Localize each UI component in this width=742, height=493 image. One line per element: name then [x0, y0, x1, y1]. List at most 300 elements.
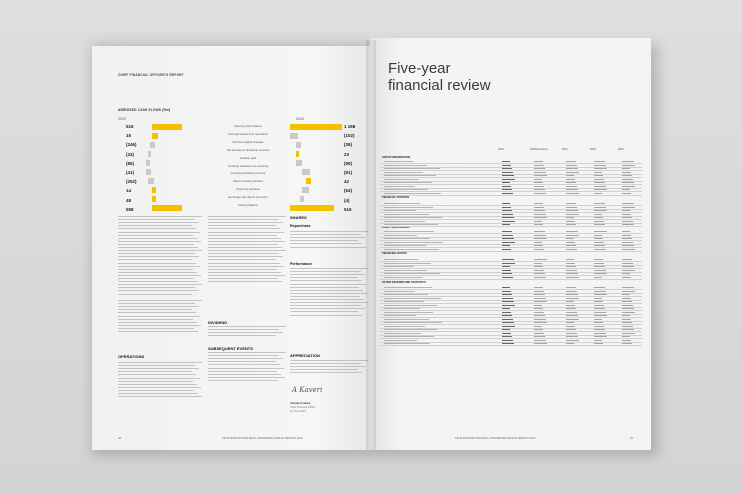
row-text [384, 210, 416, 211]
row-value [622, 308, 634, 309]
row-text [384, 319, 429, 320]
book-spine [366, 40, 376, 450]
row-value [502, 298, 513, 299]
row-value [566, 305, 575, 306]
waterfall-bar [290, 205, 334, 211]
text-line [290, 287, 359, 288]
row-value [594, 294, 607, 295]
row-value [594, 221, 604, 222]
row-value [622, 165, 635, 166]
row-value [622, 210, 630, 211]
row-value [594, 224, 605, 225]
row-value [502, 242, 515, 243]
text-line [290, 231, 368, 232]
row-text [384, 273, 440, 274]
row-label: Cash generated from operations [227, 131, 269, 136]
text-line [290, 290, 363, 291]
waterfall-bar [296, 160, 302, 166]
text-line [118, 316, 200, 317]
text-line [208, 364, 280, 365]
text-line [290, 274, 365, 275]
row-value [566, 182, 576, 183]
text-line [290, 234, 361, 235]
row-value [566, 263, 575, 264]
row-value [622, 231, 630, 232]
row-value [622, 207, 635, 208]
row-value [502, 315, 512, 316]
text-line [290, 311, 358, 312]
year-right: 2018 [296, 117, 304, 121]
left-value: 558 [126, 206, 134, 212]
left-page-number: 48 [118, 437, 121, 440]
row-value [594, 179, 604, 180]
text-line [118, 287, 195, 288]
text-line [290, 366, 365, 367]
section-appreciation: APPRECIATION [290, 353, 320, 358]
row-value [566, 301, 574, 302]
text-line [208, 380, 278, 381]
text-line [208, 272, 281, 273]
text-line [118, 328, 194, 329]
text-line [118, 222, 199, 223]
row-value [502, 186, 511, 187]
row-text [384, 305, 437, 306]
row-value [534, 210, 545, 211]
text-line [208, 250, 286, 251]
waterfall-bar [148, 178, 154, 184]
row-text [384, 175, 436, 176]
row-value [534, 319, 546, 320]
waterfall-bar [290, 133, 298, 139]
row-value [566, 340, 579, 341]
row-value [566, 224, 576, 225]
row-text [384, 259, 418, 260]
row-value [622, 273, 630, 274]
text-line [208, 275, 285, 276]
text-line [290, 277, 358, 278]
row-value [566, 165, 577, 166]
row-value [594, 245, 605, 246]
right-page-number: 49 [630, 437, 633, 440]
row-text [384, 312, 433, 313]
row-value [502, 294, 512, 295]
row-value [502, 210, 512, 211]
section-operations: OPERATIONS [118, 354, 145, 359]
row-value [534, 298, 546, 299]
row-value [622, 224, 634, 225]
row-value [622, 315, 630, 316]
row-value [534, 249, 544, 250]
row-value [622, 217, 632, 218]
row-value [566, 298, 579, 299]
left-value: 48 [126, 197, 132, 203]
row-value [566, 235, 579, 236]
text-line [290, 247, 366, 248]
row-value [502, 189, 512, 190]
row-value [566, 207, 577, 208]
row-value [566, 291, 577, 292]
row-value [566, 315, 578, 316]
text-line [118, 259, 192, 260]
text-line [208, 222, 283, 223]
row-text [384, 287, 432, 288]
text-line [118, 396, 202, 397]
row-value [566, 193, 579, 194]
row-text [384, 333, 421, 334]
row-value [594, 203, 605, 204]
row-value [534, 333, 544, 334]
row-value [566, 168, 578, 169]
text-line [118, 374, 196, 375]
waterfall-bar [302, 187, 309, 193]
row-text [384, 249, 439, 250]
row-value [566, 294, 578, 295]
row-value [566, 189, 578, 190]
text-line [208, 247, 282, 248]
row-value [502, 270, 511, 271]
row-value [534, 259, 547, 260]
waterfall-bar [302, 169, 310, 175]
row-value [534, 207, 544, 208]
text-line [118, 378, 200, 379]
row-value [594, 186, 606, 187]
text-line [118, 266, 200, 267]
row-value [566, 179, 575, 180]
row-value [534, 336, 545, 337]
row-text [384, 217, 442, 218]
row-value [534, 329, 543, 330]
row-value [594, 263, 604, 264]
text-line [208, 281, 282, 282]
table-column-header: 2019 [498, 148, 504, 151]
row-value [502, 326, 515, 327]
row-value [566, 312, 577, 313]
row-value [622, 294, 630, 295]
row-value [502, 224, 510, 225]
row-value [594, 270, 606, 271]
row-value [594, 193, 602, 194]
row-value [594, 329, 605, 330]
row-label: Net increase in dividends received [226, 147, 270, 152]
row-value [566, 242, 575, 243]
row-value [534, 242, 542, 243]
text-line [208, 371, 277, 372]
row-value [622, 221, 633, 222]
row-value [622, 343, 632, 344]
row-value [594, 273, 607, 274]
right-value: (64) [344, 188, 353, 194]
row-value [534, 343, 547, 344]
row-value [534, 161, 543, 162]
row-label: Financing activities [236, 187, 260, 192]
waterfall-bar [152, 205, 182, 211]
row-value [502, 235, 513, 236]
row-value [566, 277, 579, 278]
text-line [290, 372, 362, 373]
row-value [622, 193, 631, 194]
row-value [622, 186, 635, 187]
right-value: 23 [344, 151, 350, 157]
row-value [534, 224, 543, 225]
text-line [118, 294, 192, 295]
row-value [594, 172, 602, 173]
text-line [290, 299, 364, 300]
text-line [208, 269, 277, 270]
row-value [566, 336, 578, 337]
text-line [290, 302, 368, 303]
row-value [594, 305, 604, 306]
text-line [118, 269, 193, 270]
text-line [208, 374, 281, 375]
waterfall-bar [152, 187, 156, 193]
row-value [594, 312, 606, 313]
row-value [622, 287, 634, 288]
text-line [118, 325, 201, 326]
row-value [534, 217, 547, 218]
row-value [622, 270, 635, 271]
text-line [118, 250, 202, 251]
table-section: FINANCING RATIOS [382, 252, 407, 255]
waterfall-bar [300, 196, 304, 202]
row-value [622, 277, 631, 278]
row-value [566, 270, 577, 271]
row-value [594, 340, 602, 341]
text-line [290, 243, 362, 244]
text-line [118, 272, 197, 273]
text-line [290, 237, 365, 238]
text-line [118, 319, 193, 320]
right-footer-text: SPUR MARITIM STRATEGIC INTEGRATED ANNUAL REPORT 2019 [455, 437, 536, 440]
row-value [534, 238, 547, 239]
text-line [118, 232, 200, 233]
row-value [594, 315, 607, 316]
row-value [622, 249, 635, 250]
text-line [208, 232, 284, 233]
row-value [566, 319, 579, 320]
row-value [534, 277, 546, 278]
text-line [118, 275, 201, 276]
left-value: (85) [126, 160, 135, 166]
row-text [384, 263, 431, 264]
row-text [384, 179, 419, 180]
table-column-header: 2017 [562, 148, 568, 151]
row-value [622, 179, 633, 180]
text-line [118, 290, 199, 291]
row-text [384, 186, 415, 187]
row-label: Exchange rate effects and other [228, 195, 268, 200]
row-value [594, 277, 602, 278]
row-value [594, 189, 607, 190]
row-text [384, 165, 427, 166]
row-value [566, 259, 574, 260]
row-text [384, 182, 432, 183]
section-subsequent-events: SUBSEQUENT EVENTS [208, 346, 253, 351]
signer-date: 12 June 2019 [290, 410, 306, 413]
row-value [622, 172, 631, 173]
row-value [566, 210, 578, 211]
left-value: (246) [126, 142, 137, 148]
text-line [208, 263, 280, 264]
row-value [534, 270, 544, 271]
row-value [534, 165, 544, 166]
title-line-1: Five-year [388, 60, 451, 77]
row-value [534, 231, 545, 232]
row-value [622, 238, 632, 239]
row-value [622, 291, 635, 292]
row-value [594, 175, 603, 176]
text-line [208, 361, 276, 362]
text-line [118, 368, 199, 369]
row-text [384, 336, 434, 337]
row-text [384, 214, 429, 215]
row-value [594, 214, 602, 215]
text-line [118, 393, 198, 394]
row-value [502, 305, 515, 306]
row-label: Opening cash balance [234, 124, 262, 128]
row-text [384, 308, 420, 309]
waterfall-bar [290, 124, 342, 130]
text-line [118, 362, 202, 363]
row-value [502, 207, 511, 208]
text-line [208, 355, 279, 356]
text-line [118, 387, 201, 388]
row-value [594, 301, 603, 302]
text-line [208, 358, 283, 359]
row-value [534, 175, 547, 176]
table-column-header: 2015 [618, 148, 624, 151]
waterfall-bar [152, 124, 182, 130]
text-line [208, 235, 277, 236]
right-value: 42 [344, 179, 350, 185]
text-line [290, 305, 361, 306]
row-text [384, 315, 416, 316]
row-value [622, 312, 635, 313]
text-line [118, 331, 198, 332]
row-text [384, 242, 443, 243]
text-line [208, 332, 283, 333]
row-value [566, 231, 578, 232]
row-text [384, 235, 417, 236]
row-value [502, 238, 514, 239]
row-value [622, 298, 631, 299]
text-line [118, 284, 202, 285]
row-value [502, 161, 510, 162]
row-text [384, 277, 423, 278]
waterfall-bar [148, 151, 151, 157]
row-value [502, 214, 513, 215]
row-value [534, 291, 544, 292]
row-value [622, 242, 633, 243]
left-value: (41) [126, 170, 135, 175]
row-text [384, 189, 428, 190]
row-value [566, 161, 576, 162]
text-line [290, 308, 365, 309]
row-value [534, 179, 542, 180]
row-value [566, 326, 575, 327]
row-value [566, 172, 579, 173]
row-text [384, 301, 424, 302]
row-value [502, 291, 511, 292]
row-text [384, 298, 441, 299]
row-value [534, 172, 546, 173]
text-line [208, 278, 278, 279]
text-line [208, 326, 286, 327]
row-value [566, 175, 574, 176]
row-value [502, 308, 510, 309]
row-value [622, 326, 633, 327]
row-value [566, 322, 574, 323]
waterfall-bar [152, 133, 158, 139]
row-value [502, 322, 514, 323]
text-line [118, 381, 193, 382]
row-value [594, 165, 606, 166]
left-page-header: CHIEF FINANCIAL OFFICER'S REPORT [118, 73, 184, 77]
text-line [118, 371, 192, 372]
row-value [566, 203, 576, 204]
row-text [384, 326, 425, 327]
text-line [118, 253, 195, 254]
row-value [594, 235, 602, 236]
row-value [534, 273, 545, 274]
text-line [290, 284, 366, 285]
row-value [534, 193, 546, 194]
text-line [118, 235, 193, 236]
row-value [502, 168, 512, 169]
text-line [118, 365, 195, 366]
row-value [502, 203, 510, 204]
text-line [118, 256, 199, 257]
row-value [502, 266, 510, 267]
text-line [208, 225, 276, 226]
right-value: (59) [344, 160, 353, 166]
text-line [118, 300, 202, 301]
row-value [534, 168, 545, 169]
row-value [566, 245, 576, 246]
right-value: 1 168 [344, 124, 356, 129]
row-value [622, 305, 633, 306]
row-value [622, 182, 634, 183]
table-section: ASSET MANAGEMENT [382, 226, 411, 229]
row-value [566, 238, 574, 239]
right-value: (4) [344, 197, 350, 203]
row-label: Investing activities-recurring [230, 171, 266, 176]
text-line [118, 219, 195, 220]
text-line [118, 247, 198, 248]
row-value [502, 249, 511, 250]
row-value [502, 217, 514, 218]
row-value [622, 189, 630, 190]
waterfall-bar [146, 160, 150, 166]
row-label: Other investing activities [232, 179, 264, 184]
text-line [118, 225, 192, 226]
text-line [118, 303, 195, 304]
text-line [118, 263, 196, 264]
row-value [534, 263, 542, 264]
row-value [594, 249, 606, 250]
row-text [384, 270, 427, 271]
row-value [622, 319, 631, 320]
row-label: Net fixed capital changes [232, 139, 264, 144]
row-text [384, 221, 425, 222]
row-value [534, 322, 547, 323]
row-value [594, 326, 604, 327]
row-value [534, 221, 542, 222]
section-shares: SHARES [290, 215, 307, 220]
text-line [118, 216, 202, 217]
row-value [566, 308, 576, 309]
row-value [594, 210, 607, 211]
row-value [622, 259, 632, 260]
